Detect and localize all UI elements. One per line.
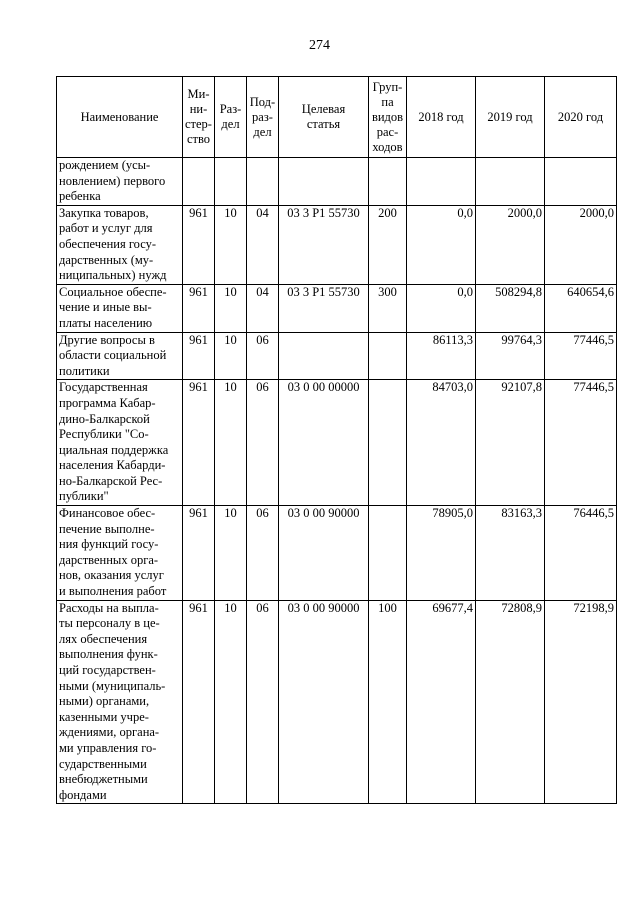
row-ministry: 961: [183, 205, 215, 284]
row-2018: 69677,4: [407, 600, 476, 804]
budget-table: [56, 76, 617, 804]
row-subsection: 06: [247, 506, 279, 601]
row-group: [369, 332, 407, 380]
row-subsection: 06: [247, 332, 279, 380]
row-section: 10: [215, 600, 247, 804]
table-row: [57, 158, 617, 206]
header-ministry: Ми- ни- стер- ство: [183, 77, 215, 158]
row-target: [279, 158, 369, 206]
row-ministry: 961: [183, 284, 215, 332]
row-group: [369, 158, 407, 206]
row-2019: 92107,8: [476, 380, 545, 506]
row-target: 03 3 P1 55730: [279, 205, 369, 284]
row-name: Расходы на выпла- ты персоналу в це- лях обеспечения выполнения функ- ций государствен- ными (муниципаль- ными) органами, казенными учре- ждениями, органа- ми управления го- сударственными внебюджетными фондами: [57, 600, 183, 804]
row-section: 10: [215, 380, 247, 506]
row-2018: [407, 158, 476, 206]
row-ministry: 961: [183, 600, 215, 804]
header-name: Наименование: [57, 77, 183, 158]
row-2020: 76446,5: [545, 506, 617, 601]
row-name: рождением (усы- новлением) первого ребенка: [57, 158, 183, 206]
header-subsection: Под- раз- дел: [247, 77, 279, 158]
row-subsection: 06: [247, 380, 279, 506]
row-subsection: 04: [247, 205, 279, 284]
row-subsection: 06: [247, 600, 279, 804]
row-name: Государственная программа Кабар- дино-Балкарской Республики "Со- циальная поддержка населения Кабарди- но-Балкарской Рес- публики": [57, 380, 183, 506]
row-2020: [545, 158, 617, 206]
row-2019: 83163,3: [476, 506, 545, 601]
row-section: 10: [215, 332, 247, 380]
row-section: 10: [215, 284, 247, 332]
row-section: 10: [215, 506, 247, 601]
row-target: [279, 332, 369, 380]
row-2019: 99764,3: [476, 332, 545, 380]
row-target: 03 0 00 90000: [279, 506, 369, 601]
row-2020: 77446,5: [545, 332, 617, 380]
table-row: [57, 600, 617, 804]
header-target: Целевая статья: [279, 77, 369, 158]
row-group: 300: [369, 284, 407, 332]
header-section: Раз- дел: [215, 77, 247, 158]
table-row: [57, 332, 617, 380]
row-ministry: 961: [183, 332, 215, 380]
row-name: Закупка товаров, работ и услуг для обеспечения госу- дарственных (му- ниципальных) нужд: [57, 205, 183, 284]
row-name: Финансовое обес- печение выполне- ния функций госу- дарственных орга- нов, оказания услуг и выполнения работ: [57, 506, 183, 601]
row-section: [215, 158, 247, 206]
row-2019: 72808,9: [476, 600, 545, 804]
row-2018: 0,0: [407, 205, 476, 284]
row-name: Социальное обеспе- чение и иные вы- платы населению: [57, 284, 183, 332]
row-2018: 0,0: [407, 284, 476, 332]
row-group: 200: [369, 205, 407, 284]
row-2020: 77446,5: [545, 380, 617, 506]
row-group: [369, 380, 407, 506]
row-2020: 2000,0: [545, 205, 617, 284]
row-2019: 2000,0: [476, 205, 545, 284]
row-2020: 72198,9: [545, 600, 617, 804]
row-group: 100: [369, 600, 407, 804]
row-group: [369, 506, 407, 601]
row-ministry: [183, 158, 215, 206]
table-row: [57, 380, 617, 506]
row-target: 03 0 00 00000: [279, 380, 369, 506]
table-row: [57, 205, 617, 284]
row-subsection: [247, 158, 279, 206]
row-2019: [476, 158, 545, 206]
row-2018: 86113,3: [407, 332, 476, 380]
row-2018: 84703,0: [407, 380, 476, 506]
row-target: 03 0 00 90000: [279, 600, 369, 804]
table-row: [57, 506, 617, 601]
row-2019: 508294,8: [476, 284, 545, 332]
row-ministry: 961: [183, 506, 215, 601]
row-target: 03 3 P1 55730: [279, 284, 369, 332]
row-2020: 640654,6: [545, 284, 617, 332]
header-2019: 2019 год: [476, 77, 545, 158]
row-2018: 78905,0: [407, 506, 476, 601]
header-2018: 2018 год: [407, 77, 476, 158]
header-expense-group: Груп- па видов рас- ходов: [369, 77, 407, 158]
page-number: 274: [309, 38, 330, 53]
table-row: [57, 284, 617, 332]
row-subsection: 04: [247, 284, 279, 332]
row-section: 10: [215, 205, 247, 284]
table-header-row: [57, 77, 617, 158]
header-2020: 2020 год: [545, 77, 617, 158]
row-ministry: 961: [183, 380, 215, 506]
row-name: Другие вопросы в области социальной политики: [57, 332, 183, 380]
